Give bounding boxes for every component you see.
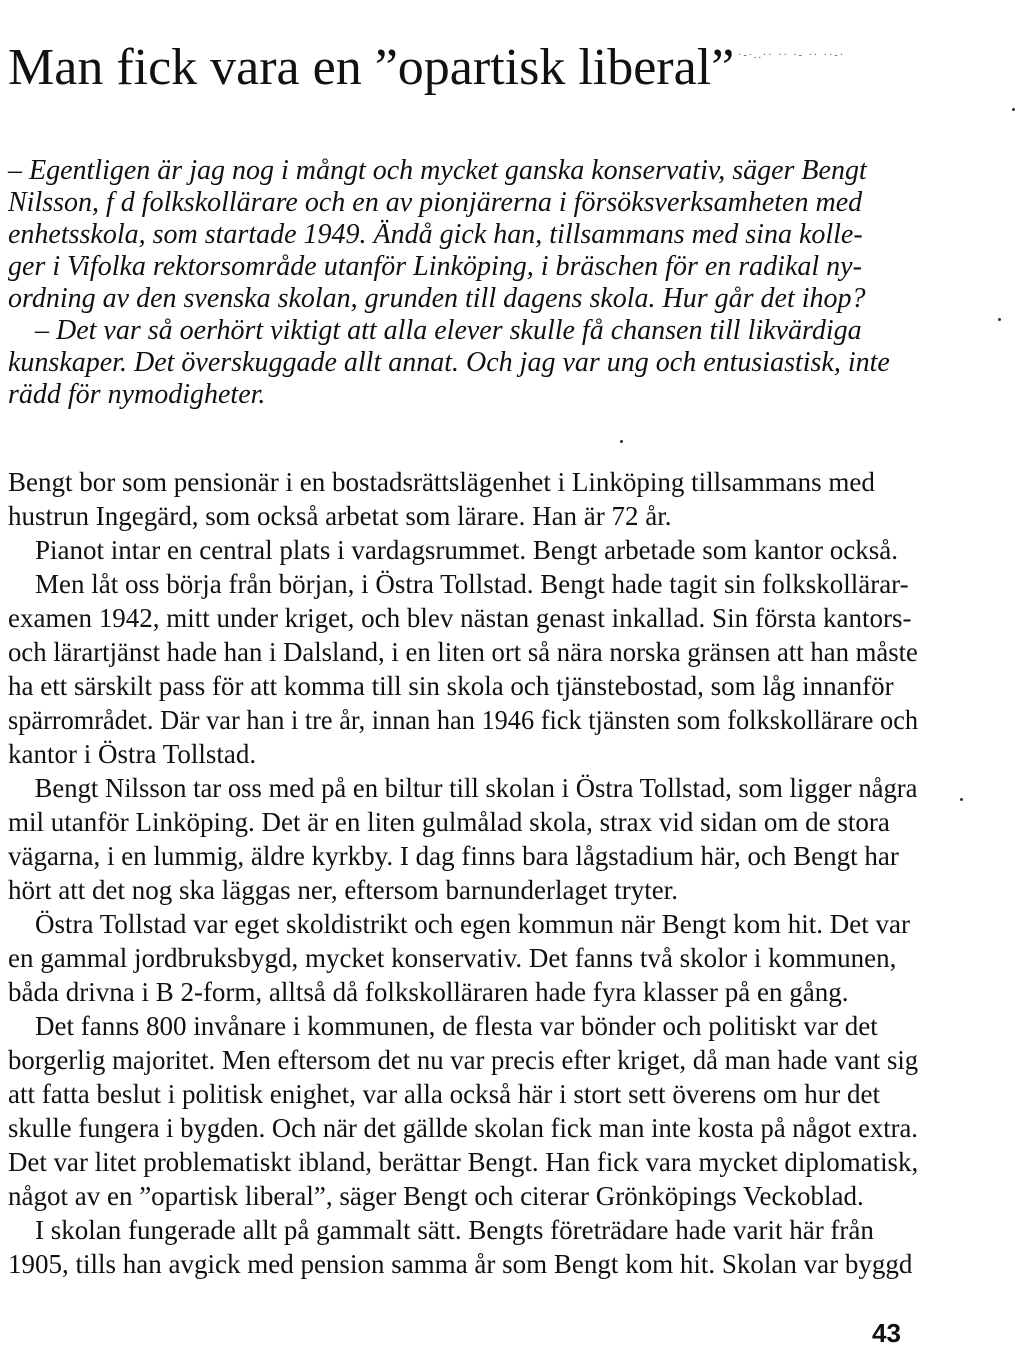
body-line: att fatta beslut i politisk enighet, var alla också här i stort sett överens om hur det xyxy=(8,1079,881,1109)
page-number: 43 xyxy=(872,1318,901,1348)
intro-line: Nilsson, f d folkskollärare och en av pionjärerna i försöksverksamheten med xyxy=(8,187,863,218)
body-line: Pianot intar en central plats i vardagsrummet. Bengt arbetade som kantor också. xyxy=(35,535,898,565)
body-line: Bengt Nilsson tar oss med på en biltur till skolan i Östra Tollstad, som ligger några xyxy=(34,773,918,803)
body-line: hustrun Ingegärd, som också arbetat som lärare. Han är 72 år. xyxy=(8,501,672,531)
page-title: Man fick vara en ”opartisk liberal” xyxy=(8,39,735,96)
body-line: 1905, tills han avgick med pension samma år som Bengt kom hit. Skolan var byggd xyxy=(8,1249,913,1279)
body-line: skulle fungera i bygden. Och när det gällde skolan fick man inte kosta på något extra. xyxy=(8,1113,918,1143)
body-line: borgerlig majoritet. Men eftersom det nu var precis efter kriget, då man hade vant sig xyxy=(8,1045,919,1075)
body-line: Men låt oss börja från början, i Östra Tollstad. Bengt hade tagit sin folkskollärar- xyxy=(35,569,909,599)
intro-line: – Egentligen är jag nog i mångt och mycket ganska konservativ, säger Bengt xyxy=(8,155,867,186)
body-line: mil utanför Linköping. Det är en liten gulmålad skola, strax vid sidan om de stora xyxy=(8,807,890,837)
body-line: kantor i Östra Tollstad. xyxy=(8,739,257,769)
scan-speck xyxy=(620,440,623,443)
intro-line: ger i Vifolka rektorsområde utanför Linköping, i bräschen för en radikal ny- xyxy=(8,251,862,282)
body-line: I skolan fungerade allt på gammalt sätt. Bengts företrädare hade varit här från xyxy=(35,1215,874,1245)
body-line: vägarna, i en lummig, äldre kyrkby. I dag finns bara lågstadium här, och Bengt har xyxy=(8,841,899,871)
body-line: Bengt bor som pensionär i en bostadsrättslägenhet i Linköping tillsammans med xyxy=(8,467,875,497)
intro-line: ordning av den svenska skolan, grunden till dagens skola. Hur går det ihop? xyxy=(8,283,866,314)
body-line: spärrområdet. Där var han i tre år, innan han 1946 fick tjänsten som folkskollärare och xyxy=(8,705,919,735)
scan-speck xyxy=(998,318,1001,321)
scan-speck xyxy=(960,798,963,801)
body-line: hört att det nog ska läggas ner, eftersom barnunderlaget tryter. xyxy=(8,875,678,905)
body-line: en gammal jordbruksbygd, mycket konservativ. Det fanns två skolor i kommunen, xyxy=(8,943,897,973)
body-line: Det var litet problematiskt ibland, berättar Bengt. Han fick vara mycket diplomatisk, xyxy=(8,1147,919,1177)
intro-line: kunskaper. Det överskuggade allt annat. Och jag var ung och entusiastisk, inte xyxy=(8,347,890,378)
body-line: examen 1942, mitt under kriget, och blev nästan genast inkallad. Sin första kantors- xyxy=(8,603,912,633)
body-line: båda drivna i B 2-form, alltså då folkskolläraren hade fyra klasser på en gång. xyxy=(8,977,849,1007)
body-line: och lärartjänst hade han i Dalsland, i en liten ort så nära norska gränsen att han måste xyxy=(8,637,918,667)
intro-line: enhetsskola, som startade 1949. Ändå gick han, tillsammans med sina kolle- xyxy=(8,219,863,250)
body-line: Östra Tollstad var eget skoldistrikt och egen kommun när Bengt kom hit. Det var xyxy=(35,909,910,939)
body-line: något av en ”opartisk liberal”, säger Bengt och citerar Grönköpings Veckoblad. xyxy=(8,1181,864,1211)
print-smudge xyxy=(738,50,878,60)
intro-line: rädd för nymodigheter. xyxy=(8,379,266,410)
body-line: ha ett särskilt pass för att komma till sin skola och tjänstebostad, som låg innanför xyxy=(8,671,894,701)
scan-speck xyxy=(1012,108,1015,111)
body-line: Det fanns 800 invånare i kommunen, de flesta var bönder och politiskt var det xyxy=(35,1011,878,1041)
intro-line: – Det var så oerhört viktigt att alla elever skulle få chansen till likvärdiga xyxy=(35,315,862,346)
